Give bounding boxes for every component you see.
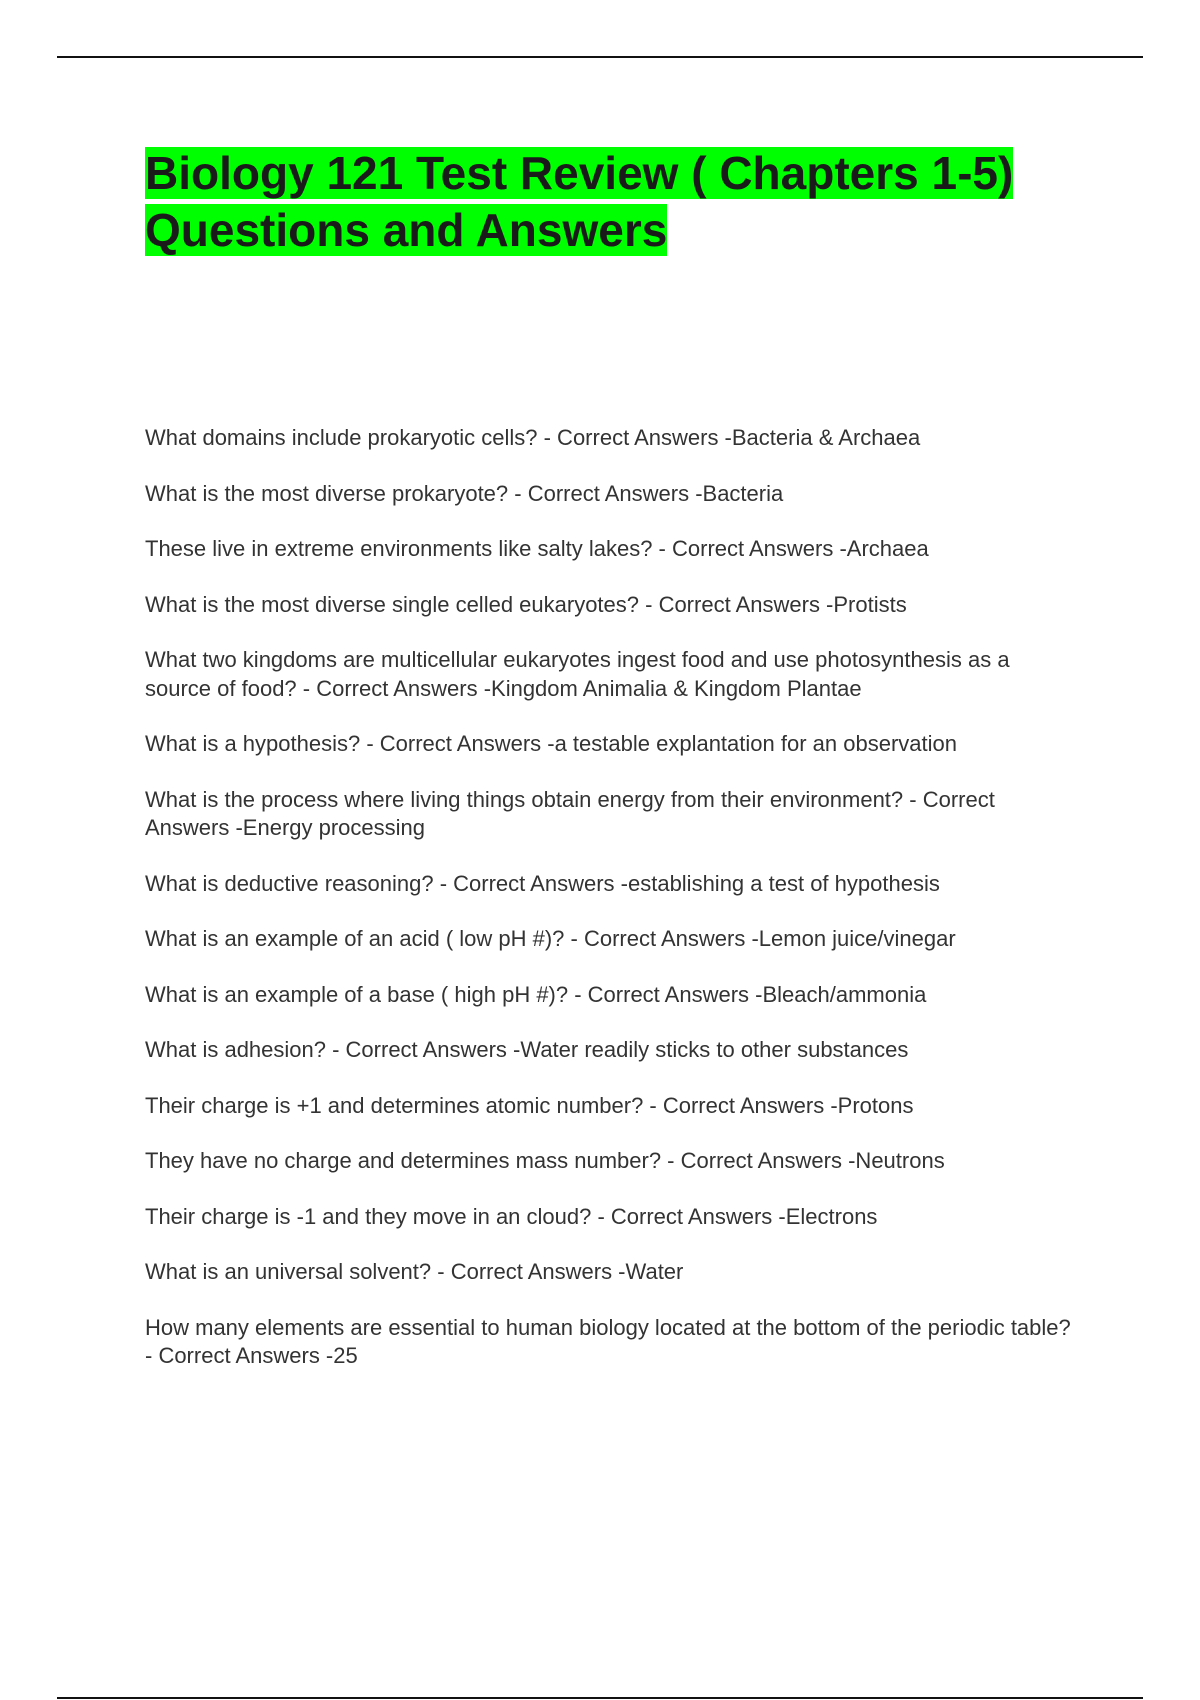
- qa-item: They have no charge and determines mass number? - Correct Answers -Neutrons: [145, 1148, 945, 1173]
- qa-item: What is an example of a base ( high pH #)? - Correct Answers -Bleach/ammonia: [145, 981, 927, 1007]
- top-rule: [57, 56, 1143, 58]
- qa-item: What is the process where living things obtain energy from their environment? - Correct Answers -Energy processing: [145, 786, 995, 840]
- qa-item: How many elements are essential to human biology located at the bottom of the periodic table? - Correct Answers -25: [145, 1314, 1071, 1368]
- title-block: [145, 145, 1085, 259]
- qa-item: What domains include prokaryotic cells? - Correct Answers -Bacteria & Archaea: [145, 425, 921, 450]
- qa-item: What is an example of an acid ( low pH #)? - Correct Answers -Lemon juice/vinegar: [145, 926, 956, 951]
- qa-item: Their charge is -1 and they move in an cloud? - Correct Answers -Electrons: [145, 1203, 878, 1229]
- qa-item: Their charge is +1 and determines atomic number? - Correct Answers -Protons: [145, 1092, 914, 1118]
- qa-item: What two kingdoms are multicellular eukaryotes ingest food and use photosynthesis as a source of food? - Correct Answers -Kingdom Animalia & Kingdom Plantae: [145, 647, 1010, 701]
- document-title: [145, 145, 1085, 259]
- qa-item: What is the most diverse prokaryote? - Correct Answers -Bacteria: [145, 480, 784, 506]
- qa-item: What is a hypothesis? - Correct Answers -a testable explantation for an observation: [145, 731, 957, 756]
- qa-list: [145, 424, 1080, 1398]
- title-highlight: Biology 121 Test Review ( Chapters 1-5) Questions and Answers: [145, 147, 1014, 256]
- qa-item: What is the most diverse single celled eukaryotes? - Correct Answers -Protists: [145, 591, 907, 617]
- bottom-rule: [57, 1697, 1143, 1699]
- qa-item: What is adhesion? - Correct Answers -Water readily sticks to other substances: [145, 1037, 909, 1062]
- qa-item: What is an universal solvent? - Correct Answers -Water: [145, 1259, 684, 1284]
- qa-item: These live in extreme environments like salty lakes? - Correct Answers -Archaea: [145, 536, 929, 561]
- qa-item: What is deductive reasoning? - Correct Answers -establishing a test of hypothesis: [145, 870, 940, 896]
